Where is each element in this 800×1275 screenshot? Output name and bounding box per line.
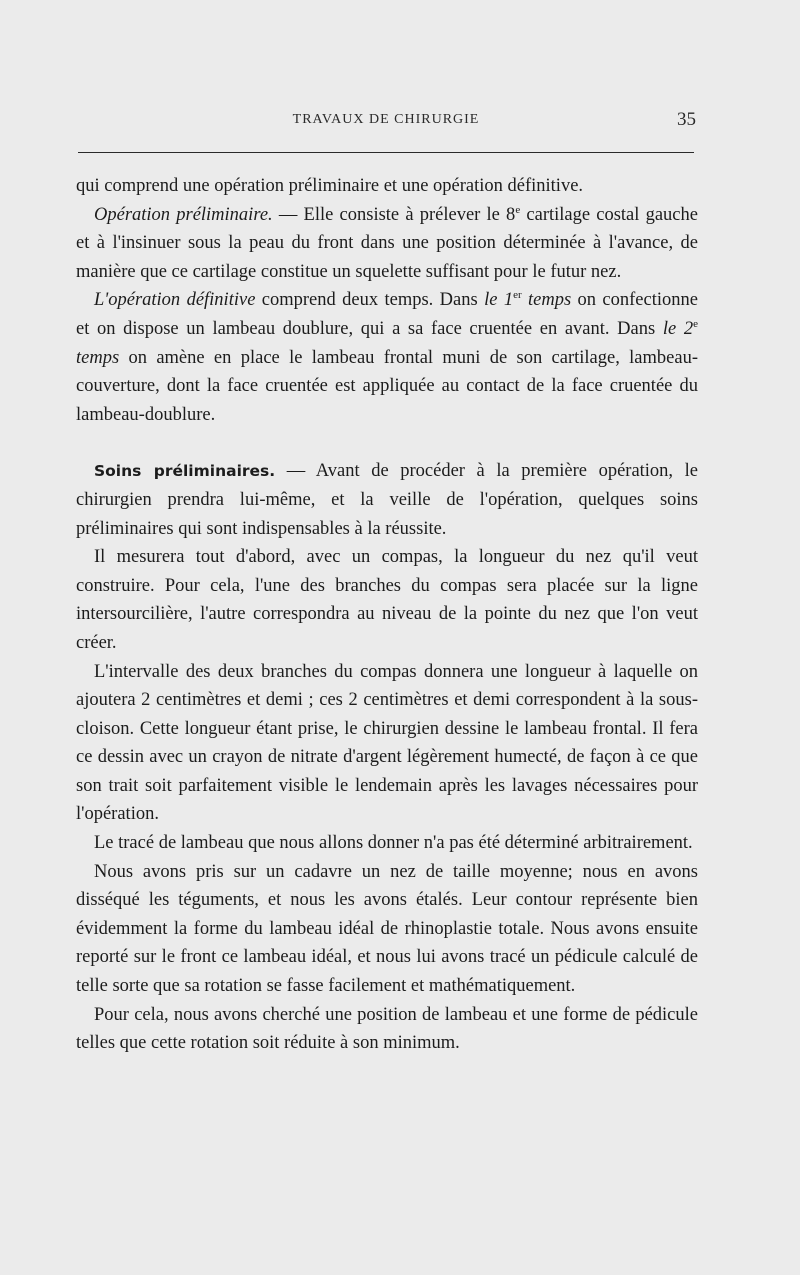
superscript: e <box>515 203 521 216</box>
paragraph-preliminary-operation <box>76 201 698 287</box>
paragraph-definitive-operation <box>76 286 698 429</box>
superscript: e <box>693 317 698 330</box>
paragraph-text: Il mesurera tout d'abord, avec un compas, la longueur du nez qu'il veut construire. Pour cela, l'une des branches du compas sera placée sur la ligne intersourcilière, l'autre correspondra au niveau de la pointe du nez que l'on veut créer. <box>76 547 698 653</box>
paragraph-interval <box>76 658 698 830</box>
paragraph-text: — Elle consiste à prélever le 8 <box>272 204 516 225</box>
paragraph-text: Le tracé de lambeau que nous allons donner n'a pas été déterminé arbitrairement. <box>94 833 693 854</box>
emphasis: le 2 <box>662 318 694 339</box>
paragraph-preliminary-care <box>76 457 698 543</box>
paragraph-measurement <box>76 543 698 657</box>
paragraph-text: Pour cela, nous avons cherché une position de lambeau et une forme de pédicule telles que cette rotation soit réduite à son minimum. <box>76 1004 698 1054</box>
emphasis: le 1 <box>484 290 514 311</box>
section-heading: Soins préliminaires. <box>94 462 276 481</box>
paragraph-text: cartilage costal gauche et à l'insinuer sous la peau du front dans une position déterminée à l'avance, de manière que ce cartilage constitue un squelette suffisant pour le futur nez. <box>76 204 698 282</box>
paragraph-text: Nous avons pris sur un cadavre un nez de taille moyenne; nous en avons disséqué les téguments, et nous les avons étalés. Leur contour représente bien évidemment la forme du lambeau idéal de rhinoplastie totale. Nous avons ensuite reporté sur le front ce lambeau idéal, et nous lui avons tracé un pédicule calculé de telle sorte que sa rotation se fasse facilement et mathématiquement. <box>76 861 698 997</box>
paragraph-rotation <box>76 1001 698 1058</box>
paragraph-lead: L'opération définitive <box>94 290 256 311</box>
emphasis: temps <box>76 347 120 368</box>
paragraph-text: on confectionne et on dispose un lambeau doublure, qui a sa face cruentée en avant. Dans <box>76 290 698 339</box>
paragraph-text: qui comprend une opération préliminaire et une opération définitive. <box>76 176 584 196</box>
paragraph-text: comprend deux temps. Dans <box>255 290 485 311</box>
paragraph-text: on amène en place le lambeau frontal muni de son cartilage, lambeau-couverture, dont la face cruentée est appliquée au contact de la face cruentée du lambeau-doublure. <box>76 347 698 425</box>
superscript: er <box>513 289 522 302</box>
paragraph-lead: Opération préliminaire. <box>94 204 273 225</box>
header-rule <box>78 152 694 153</box>
paragraph-text: L'intervalle des deux branches du compas donnera une longueur à laquelle on ajoutera 2 centimètres et demi ; ces 2 centimètres et demi correspondent à la sous-cloison. Cette longueur étant prise, le chirurgien dessine le lambeau frontal. Il fera ce dessin avec un crayon de nitrate d'argent légèrement humecté, de façon à ce que son trait soit parfaitement visible le lendemain après les lavages nécessaires pour l'opération. <box>76 661 698 825</box>
page-header <box>76 109 696 136</box>
paragraph-cadaver <box>76 858 698 1001</box>
running-title: TRAVAUX DE CHIRURGIE <box>292 112 480 127</box>
paragraph-tracing <box>76 829 698 858</box>
emphasis: temps <box>521 290 572 311</box>
paragraph-continuation <box>76 172 698 201</box>
page-number: 35 <box>677 109 696 130</box>
paragraph-text: — Avant de procéder à la première opération, le chirurgien prendra lui-même, et la veille de l'opération, quelques soins préliminaires qui sont indispensables à la réussite. <box>76 461 698 539</box>
page-body <box>76 172 698 1058</box>
